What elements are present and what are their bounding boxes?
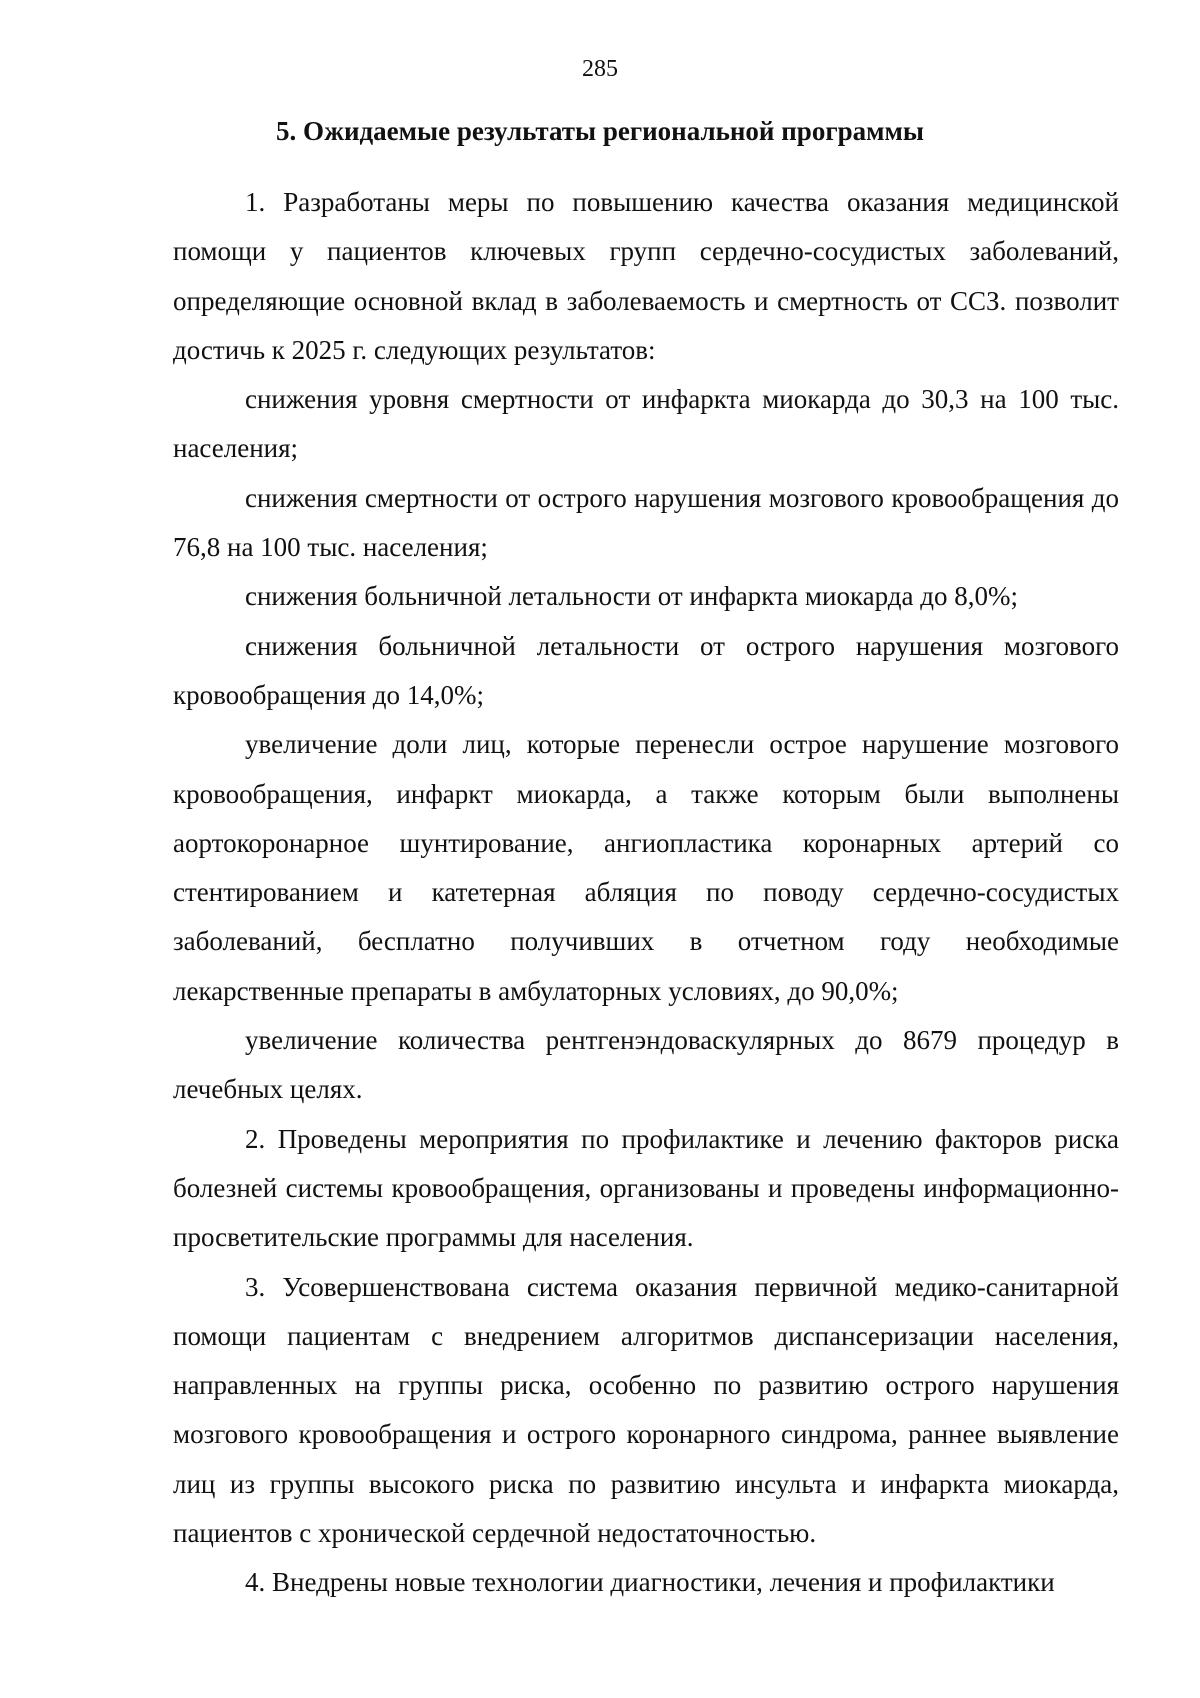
page-number: 285: [582, 56, 618, 82]
paragraph-result-4: 4. Внедрены новые технологии диагностики, лечения и профилактики: [245, 1567, 1055, 1598]
section-heading: 5. Ожидаемые результаты региональной программы: [276, 116, 924, 146]
paragraph-mi-lethality: снижения больничной летальности от инфаркта миокарда до 8,0%;: [245, 581, 1018, 612]
document-body: [173, 178, 1119, 1608]
paragraph-drug-coverage: увеличение доли лиц, которые перенесли острое нарушение мозгового кровообращения, инфаркт миокарда, а также которым были выполнены аортокоронарное шунтирование, ангиопластика коронарных артерий со стентированием и катетерная абляция по поводу сердечно-сосудистых заболеваний, бесплатно получивших в отчетном году необходимые лекарственные препараты в амбулаторных условиях, до 90,0%;: [173, 729, 1119, 1006]
paragraph-stroke-mortality: снижения смертности от острого нарушения мозгового кровообращения до 76,8 на 100 тыс. населения;: [173, 482, 1119, 563]
paragraph-result-2: 2. Проведены мероприятия по профилактике и лечению факторов риска болезней системы кровообращения, организованы и проведены информационно-просветительские программы для населения.: [173, 1123, 1119, 1253]
paragraph-result-1: 1. Разработаны меры по повышению качества оказания медицинской помощи у пациентов ключевых групп сердечно-сосудистых заболеваний, определяющие основной вклад в заболеваемость и смертность от ССЗ. позволит достичь к 2025 г. следующих результатов:: [173, 187, 1119, 365]
paragraph-mi-mortality: снижения уровня смертности от инфаркта миокарда до 30,3 на 100 тыс. населения;: [173, 384, 1119, 464]
paragraph-result-3: 3. Усовершенствована система оказания первичной медико-санитарной помощи пациентам с внедрением алгоритмов диспансеризации населения, направленных на группы риска, особенно по развитию острого нарушения мозгового кровообращения и острого коронарного синдрома, раннее выявление лиц из группы высокого риска по развитию инсульта и инфаркта миокарда, пациентов с хронической сердечной недостаточностью.: [173, 1271, 1119, 1549]
paragraph-endovascular: увеличение количества рентгенэндоваскулярных до 8679 процедур в лечебных целях.: [173, 1025, 1119, 1105]
paragraph-stroke-lethality: снижения больничной летальности от острого нарушения мозгового кровообращения до 14,0%;: [173, 630, 1119, 710]
